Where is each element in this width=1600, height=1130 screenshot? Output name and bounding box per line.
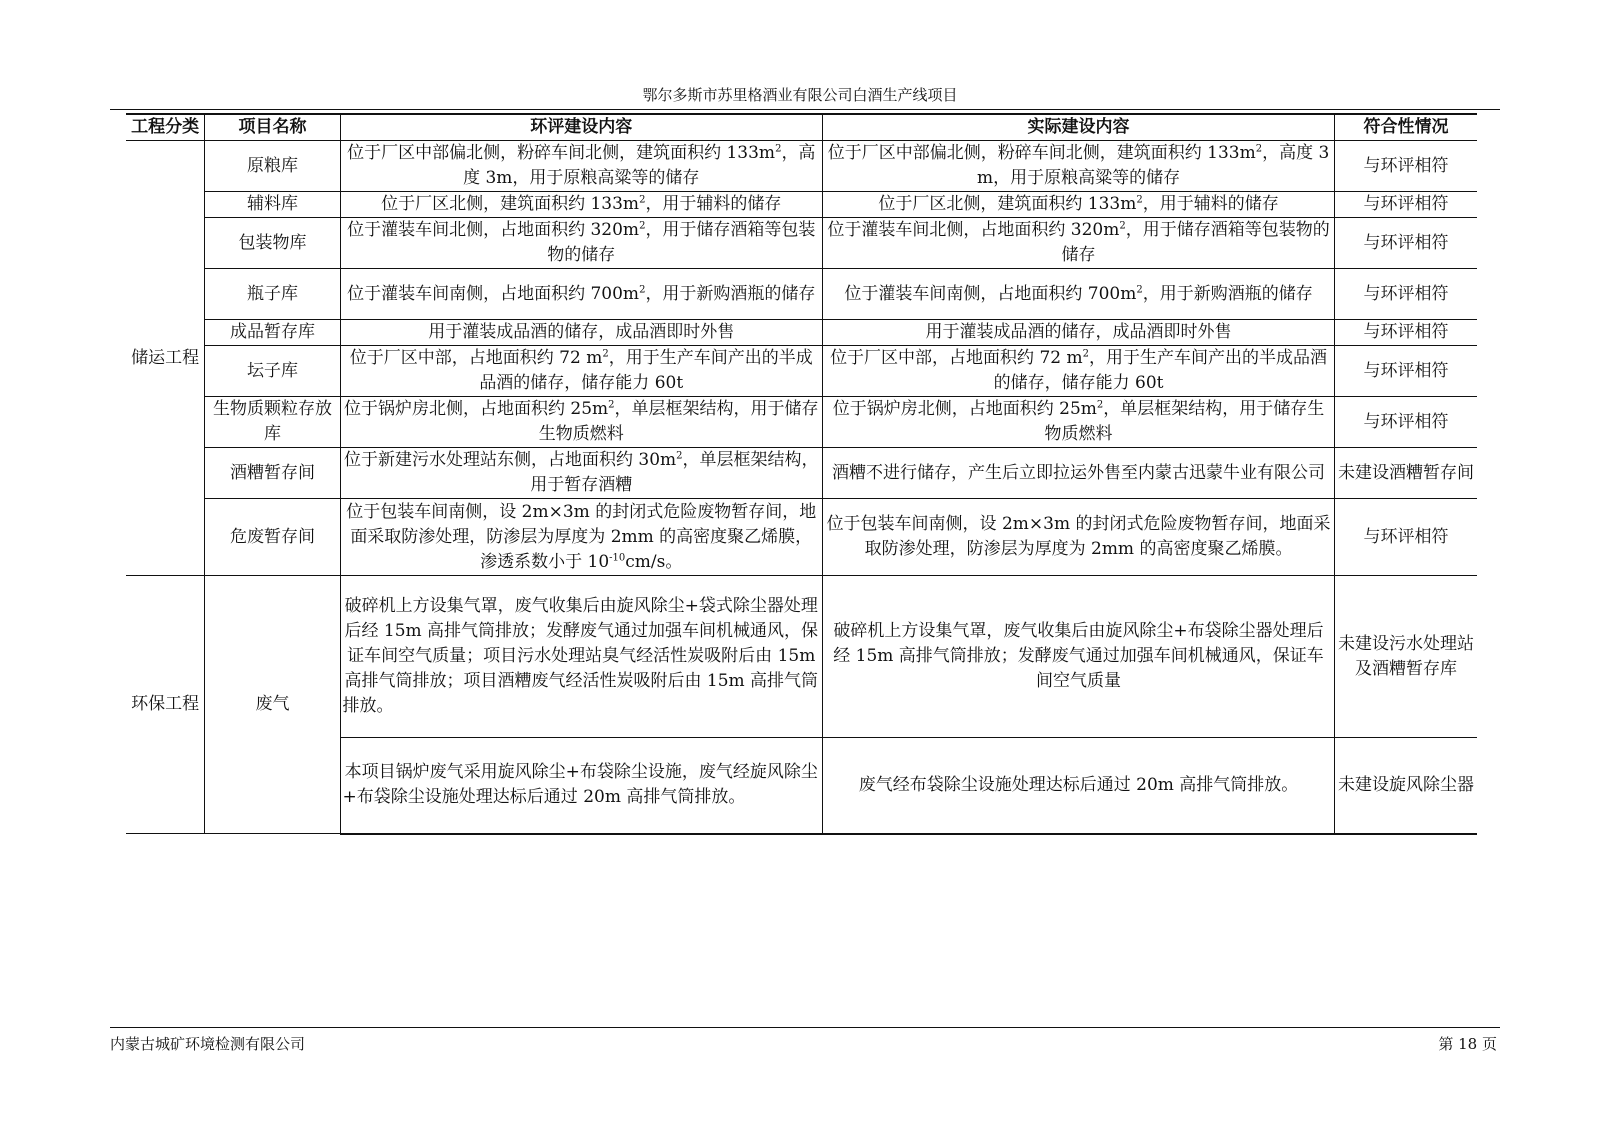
footer-rule <box>110 1027 1500 1028</box>
actual-content-cell: 破碎机上方设集气罩，废气收集后由旋风除尘+布袋除尘器处理后经 15m 高排气筒排放；发酵废气通过加强车间机械通风，保证车间空气质量 <box>822 576 1334 738</box>
compliance-cell: 与环评相符 <box>1335 397 1477 448</box>
table-row <box>126 320 1477 346</box>
eia-content-cell: 位于灌装车间南侧，占地面积约 $700m^2$，用于新购酒瓶的储存 <box>340 269 822 320</box>
compliance-cell: 与环评相符 <box>1335 320 1477 346</box>
eia-content-cell: 破碎机上方设集气罩，废气收集后由旋风除尘+袋式除尘器处理后经 15m 高排气筒排放；发酵废气通过加强车间机械通风，保证车间空气质量；项目污水处理站臭气经活性炭吸附后由 15m 高排气筒排放；项目酒糟废气经活性炭吸附后由 15m 高排气筒排放。 <box>340 576 822 738</box>
eia-content-cell: 本项目锅炉废气采用旋风除尘+布袋除尘设施，废气经旋风除尘+布袋除尘设施处理达标后通过 20m 高排气筒排放。 <box>340 738 822 834</box>
column-header: 实际建设内容 <box>822 114 1334 141</box>
item-name-cell: 辅料库 <box>205 192 340 218</box>
actual-content-cell: 酒糟不进行储存，产生后立即拉运外售至内蒙古迅蒙牛业有限公司 <box>822 448 1334 499</box>
item-name-cell: 原粮库 <box>205 141 340 192</box>
compliance-cell: 与环评相符 <box>1335 499 1477 576</box>
column-header: 符合性情况 <box>1335 114 1477 141</box>
eia-content-cell: 位于灌装车间北侧，占地面积约 $320m^2$，用于储存酒箱等包装物的储存 <box>340 218 822 269</box>
header-rule <box>110 109 1500 110</box>
compliance-cell: 未建设污水处理站及酒糟暂存库 <box>1335 576 1477 738</box>
actual-content-cell: 位于灌装车间北侧，占地面积约 $320m^2$，用于储存酒箱等包装物的储存 <box>822 218 1334 269</box>
actual-content-cell: 位于厂区中部，占地面积约 72 $m^2$，用于生产车间产出的半成品酒的储存，储存能力 60t <box>822 346 1334 397</box>
compliance-cell: 与环评相符 <box>1335 218 1477 269</box>
item-name-cell: 坛子库 <box>205 346 340 397</box>
compliance-cell: 与环评相符 <box>1335 192 1477 218</box>
actual-content-cell: 用于灌装成品酒的储存，成品酒即时外售 <box>822 320 1334 346</box>
footer-page-number: 第 18 页 <box>1438 1035 1497 1053</box>
table-row <box>126 346 1477 397</box>
item-name-cell: 成品暂存库 <box>205 320 340 346</box>
table-row <box>126 576 1477 738</box>
actual-content-cell: 废气经布袋除尘设施处理达标后通过 20m 高排气筒排放。 <box>822 738 1334 834</box>
eia-content-cell: 位于包装车间南侧，设 2m×3m 的封闭式危险废物暂存间，地面采取防渗处理，防渗层为厚度为 2mm 的高密度聚乙烯膜，渗透系数小于 $10^{-10}cm/s$。 <box>340 499 822 576</box>
table-row <box>126 192 1477 218</box>
construction-comparison-table <box>126 113 1477 835</box>
table-row <box>126 218 1477 269</box>
item-name-cell: 危废暂存间 <box>205 499 340 576</box>
column-header: 环评建设内容 <box>340 114 822 141</box>
actual-content-cell: 位于锅炉房北侧，占地面积约 $25m^2$，单层框架结构，用于储存生物质燃料 <box>822 397 1334 448</box>
compliance-cell: 与环评相符 <box>1335 269 1477 320</box>
item-name-cell: 酒糟暂存间 <box>205 448 340 499</box>
actual-content-cell: 位于灌装车间南侧，占地面积约 $700m^2$，用于新购酒瓶的储存 <box>822 269 1334 320</box>
table-row <box>126 269 1477 320</box>
actual-content-cell: 位于包装车间南侧，设 2m×3m 的封闭式危险废物暂存间，地面采取防渗处理，防渗层为厚度为 2mm 的高密度聚乙烯膜。 <box>822 499 1334 576</box>
eia-content-cell: 位于厂区北侧，建筑面积约 $133m^2$，用于辅料的储存 <box>340 192 822 218</box>
table-row <box>126 448 1477 499</box>
category-cell: 环保工程 <box>126 576 205 834</box>
footer-company: 内蒙古城矿环境检测有限公司 <box>110 1035 306 1053</box>
eia-content-cell: 位于锅炉房北侧，占地面积约 $25m^2$，单层框架结构，用于储存生物质燃料 <box>340 397 822 448</box>
eia-content-cell: 位于厂区中部，占地面积约 72 $m^2$，用于生产车间产出的半成品酒的储存，储存能力 60t <box>340 346 822 397</box>
eia-content-cell: 位于厂区中部偏北侧，粉碎车间北侧，建筑面积约 $133m^2$，高度 3m，用于原粮高粱等的储存 <box>340 141 822 192</box>
page-header-title: 鄂尔多斯市苏里格酒业有限公司白酒生产线项目 <box>642 86 958 104</box>
actual-content-cell: 位于厂区北侧，建筑面积约 $133m^2$，用于辅料的储存 <box>822 192 1334 218</box>
table-row <box>126 499 1477 576</box>
column-header: 项目名称 <box>205 114 340 141</box>
actual-content-cell: 位于厂区中部偏北侧，粉碎车间北侧，建筑面积约 $133m^2$，高度 3m，用于原粮高粱等的储存 <box>822 141 1334 192</box>
item-name-cell: 瓶子库 <box>205 269 340 320</box>
item-name-cell: 生物质颗粒存放库 <box>205 397 340 448</box>
table-header-row <box>126 114 1477 141</box>
compliance-cell: 未建设酒糟暂存间 <box>1335 448 1477 499</box>
compliance-cell: 未建设旋风除尘器 <box>1335 738 1477 834</box>
eia-content-cell: 位于新建污水处理站东侧，占地面积约 $30m^2$，单层框架结构，用于暂存酒糟 <box>340 448 822 499</box>
table-row <box>126 397 1477 448</box>
category-cell: 储运工程 <box>126 141 205 576</box>
compliance-cell: 与环评相符 <box>1335 141 1477 192</box>
item-name-cell: 废气 <box>205 576 340 834</box>
column-header: 工程分类 <box>126 114 205 141</box>
eia-content-cell: 用于灌装成品酒的储存，成品酒即时外售 <box>340 320 822 346</box>
compliance-cell: 与环评相符 <box>1335 346 1477 397</box>
table-row <box>126 141 1477 192</box>
item-name-cell: 包装物库 <box>205 218 340 269</box>
